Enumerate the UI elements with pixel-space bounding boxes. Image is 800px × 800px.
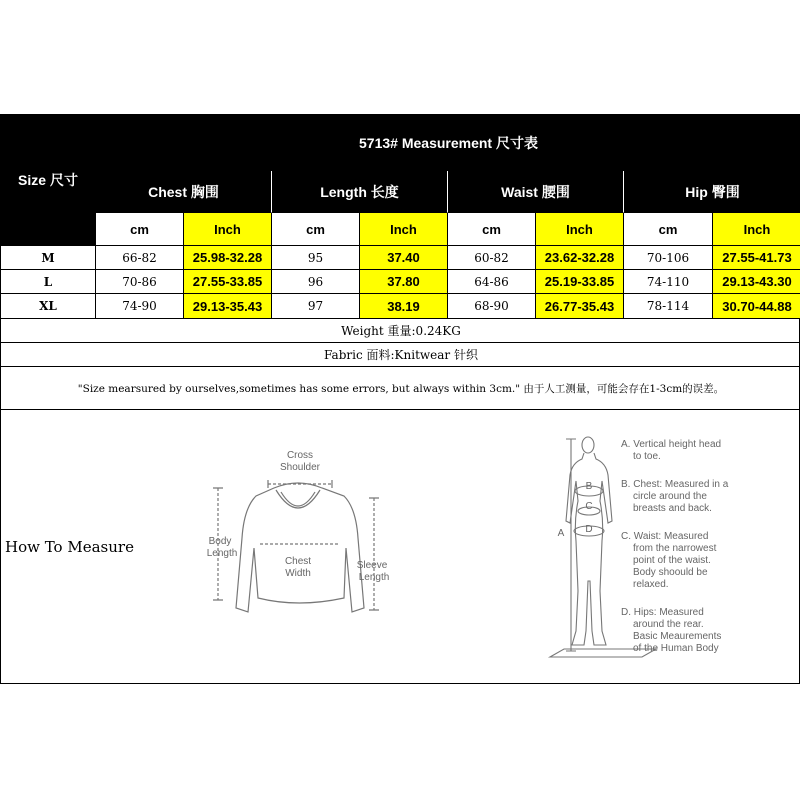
length-cm: 95 — [307, 250, 324, 265]
table-cell — [360, 294, 448, 319]
size-label: XL — [39, 299, 57, 313]
note-row — [1, 367, 800, 410]
length-cm: 97 — [307, 299, 324, 313]
note-c-4: Body shoould be — [633, 567, 708, 578]
table-cell — [536, 246, 624, 270]
table-cell — [448, 246, 536, 270]
chest-width-label-2: Width — [285, 568, 311, 579]
waist-cm: 60-82 — [474, 250, 509, 265]
table-cell — [536, 270, 624, 294]
unit-inch-label: Inch — [214, 221, 241, 237]
column-length — [272, 171, 448, 213]
how-to-measure-label: How To Measure — [5, 538, 134, 556]
chest-inch: 25.98-32.28 — [192, 250, 263, 265]
table-cell — [272, 270, 360, 294]
table-cell — [272, 294, 360, 319]
chest-inch: 27.55-33.85 — [192, 274, 263, 289]
sleeve-length-label-1: Sleeve — [356, 560, 388, 571]
hip-cm: 78-114 — [646, 299, 690, 313]
fabric-text: Fabric 面料:Knitwear 针织 — [324, 348, 478, 362]
note-b-2: circle around the — [633, 491, 707, 502]
length-inch: 37.80 — [387, 274, 420, 289]
table-cell — [96, 270, 184, 294]
waist-inch: 25.19-33.85 — [544, 274, 615, 289]
column-waist-label: Waist 腰围 — [501, 183, 570, 200]
table-cell — [624, 270, 713, 294]
size-label: L — [43, 274, 53, 289]
size-cell — [1, 270, 96, 294]
unit-cm-label: cm — [658, 221, 678, 237]
cross-shoulder-label-1: Cross — [286, 450, 314, 461]
length-cm: 96 — [307, 274, 324, 289]
hip-inch: 29.13-43.30 — [722, 274, 792, 289]
size-header-label: Size 尺寸 — [18, 172, 78, 188]
table-cell — [448, 294, 536, 319]
length-inch: 38.19 — [387, 298, 420, 314]
note-a-2: to toe. — [633, 451, 661, 462]
table-cell — [713, 246, 800, 270]
body-measure-diagram — [546, 431, 746, 671]
table-cell — [713, 270, 800, 294]
column-length-label: Length 长度 — [320, 183, 399, 200]
unit-inch — [360, 213, 448, 246]
table-cell — [536, 294, 624, 319]
table-cell — [360, 270, 448, 294]
unit-inch — [184, 213, 272, 246]
unit-cm-label: cm — [306, 221, 325, 237]
sleeve-length-label-2: Length — [358, 572, 390, 583]
note-c-3: point of the waist. — [633, 555, 711, 566]
unit-inch-label: Inch — [743, 221, 771, 237]
chart-title-text: 5713# Measurement 尺寸表 — [359, 134, 538, 151]
table-cell — [184, 246, 272, 270]
unit-cm — [96, 213, 184, 246]
marker-a: A — [557, 528, 565, 539]
unit-cm — [272, 213, 360, 246]
waist-cm: 68-90 — [474, 299, 509, 313]
note-d-4: of the Human Body — [633, 643, 719, 654]
note-c-2: from the narrowest — [633, 543, 717, 554]
note-d-3: Basic Meaurements — [633, 631, 722, 642]
column-chest-label: Chest 胸围 — [148, 183, 219, 200]
unit-inch — [536, 213, 624, 246]
chest-width-label-1: Chest — [284, 556, 312, 567]
fabric-row — [1, 343, 800, 367]
chart-title — [96, 115, 800, 171]
hip-cm: 74-110 — [646, 274, 690, 289]
sweater-diagram — [196, 448, 406, 648]
note-a-1: A. Vertical height head — [621, 439, 722, 450]
table-cell — [272, 246, 360, 270]
unit-inch-label: Inch — [390, 221, 417, 237]
column-waist — [448, 171, 624, 213]
waist-inch: 26.77-35.43 — [544, 298, 615, 314]
body-length-label-2: Length — [206, 548, 238, 559]
unit-inch — [713, 213, 800, 246]
waist-inch: 23.62-32.28 — [544, 250, 615, 265]
chest-cm: 74-90 — [122, 299, 157, 313]
table-cell — [624, 294, 713, 319]
table-cell — [713, 294, 800, 319]
size-cell — [1, 294, 96, 319]
table-cell — [448, 270, 536, 294]
chest-cm: 70-86 — [122, 274, 157, 289]
size-label: M — [41, 250, 55, 265]
cross-shoulder-label-2: Shoulder — [279, 462, 321, 473]
unit-cm — [448, 213, 536, 246]
marker-b: B — [585, 481, 593, 492]
table-cell — [360, 246, 448, 270]
table-cell — [96, 294, 184, 319]
weight-row — [1, 319, 800, 343]
column-chest — [96, 171, 272, 213]
note-d-2: around the rear. — [633, 619, 704, 630]
note-d-1: D. Hips: Measured — [621, 607, 704, 618]
size-cell — [1, 246, 96, 270]
hip-inch: 30.70-44.88 — [722, 298, 792, 314]
unit-inch-label: Inch — [566, 221, 593, 237]
table-cell — [624, 246, 713, 270]
waist-cm: 64-86 — [474, 274, 509, 289]
marker-c: C — [585, 501, 593, 512]
note-c-5: relaxed. — [633, 579, 669, 590]
length-inch: 37.40 — [387, 250, 420, 265]
chest-cm: 66-82 — [122, 250, 157, 265]
size-chart — [0, 114, 800, 684]
note-b-1: B. Chest: Measured in a — [621, 479, 729, 490]
table-cell — [96, 246, 184, 270]
hip-cm: 70-106 — [646, 250, 690, 265]
unit-cm — [624, 213, 713, 246]
column-hip-label: Hip 臀围 — [685, 183, 740, 200]
chest-inch: 29.13-35.43 — [192, 298, 263, 314]
note-text: "Size mearsured by ourselves,sometimes has some errors, but always within 3cm." 由于人工测量，可能会存在1-3cm的误差。 — [77, 382, 725, 395]
unit-cm-label: cm — [130, 221, 149, 237]
note-c-1: C. Waist: Measured — [621, 531, 709, 542]
table-cell — [184, 294, 272, 319]
body-length-label-1: Body — [208, 536, 232, 547]
note-b-3: breasts and back. — [633, 503, 712, 514]
hip-inch: 27.55-41.73 — [722, 250, 792, 265]
size-header — [1, 115, 96, 246]
table-cell — [184, 270, 272, 294]
marker-d: D — [585, 524, 593, 535]
unit-cm-label: cm — [482, 221, 501, 237]
column-hip — [624, 171, 800, 213]
weight-text: Weight 重量:0.24KG — [341, 324, 461, 338]
